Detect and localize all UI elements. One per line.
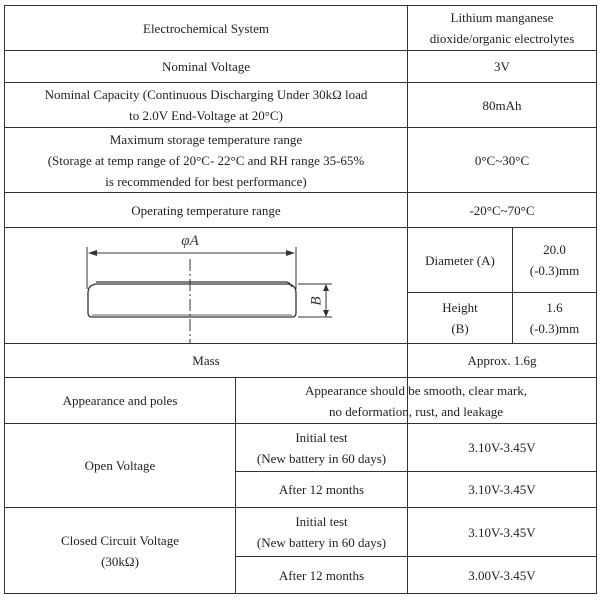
label-line: is recommended for best performance) — [105, 173, 307, 189]
height-label — [408, 293, 512, 343]
label-line: Height — [442, 300, 478, 315]
open-voltage-after-value: 3.10V-3.45V — [468, 482, 536, 497]
electrochemical-system-value — [408, 6, 596, 50]
value-line: Appearance should be smooth, clear mark, — [304, 382, 527, 398]
open-voltage-after-label: After 12 months — [278, 482, 365, 497]
label-line: (Storage at temp range of 20°C- 22°C and RH range 35-65% — [47, 152, 365, 168]
diameter-label: Diameter (A) — [425, 252, 495, 268]
diameter-symbol-label: φA — [181, 233, 199, 249]
closed-circuit-after-label: After 12 months — [278, 567, 365, 583]
value-line: (-0.3)mm — [529, 321, 580, 336]
height-symbol-label: B — [308, 296, 325, 306]
nominal-voltage-label: Nominal Voltage — [162, 59, 250, 74]
label-line: Maximum storage temperature range — [109, 131, 303, 147]
label-line: Initial test — [295, 429, 348, 445]
operating-temperature-value: -20°C~70°C — [469, 202, 535, 218]
rule — [596, 5, 597, 594]
open-voltage-initial-value: 3.10V-3.45V — [468, 440, 536, 455]
label-line: (30kΩ) — [101, 553, 139, 569]
mass-label: Mass — [192, 353, 220, 368]
value-line: dioxide/organic electrolytes — [429, 31, 575, 46]
storage-temperature-label — [5, 128, 407, 192]
label-line: Closed Circuit Voltage — [61, 532, 179, 548]
operating-temperature-label: Operating temperature range — [131, 202, 281, 218]
value-line: 20.0 — [543, 242, 566, 257]
diameter-value — [513, 228, 596, 292]
battery-dimension-drawing — [4, 227, 406, 343]
storage-temperature-value: 0°C~30°C — [474, 152, 530, 168]
electrochemical-system-label: Electrochemical System — [143, 20, 269, 36]
open-voltage-label: Open Voltage — [84, 458, 156, 473]
value-line: Lithium manganese — [450, 10, 554, 25]
value-line: (-0.3)mm — [529, 263, 580, 278]
open-voltage-initial-label — [236, 424, 407, 471]
label-line: (B) — [451, 321, 469, 336]
label-line: (New battery in 60 days) — [256, 450, 387, 466]
nominal-voltage-value: 3V — [494, 59, 510, 74]
nominal-capacity-label — [5, 83, 407, 127]
height-value — [513, 293, 596, 343]
appearance-value — [236, 378, 596, 423]
closed-circuit-voltage-label — [5, 508, 235, 593]
closed-circuit-initial-label — [236, 508, 407, 556]
closed-circuit-initial-value: 3.10V-3.45V — [468, 524, 536, 540]
label-line: (New battery in 60 days) — [256, 535, 387, 550]
appearance-label: Appearance and poles — [62, 393, 178, 408]
mass-value: Approx. 1.6g — [467, 353, 537, 368]
label-line: to 2.0V End-Voltage at 20°C) — [129, 108, 283, 123]
label-line: Nominal Capacity (Continuous Discharging Under 30kΩ load — [44, 87, 368, 102]
value-line: no deformation, rust, and leakage — [329, 403, 503, 419]
closed-circuit-after-value: 3.00V-3.45V — [468, 567, 536, 583]
label-line: Initial test — [295, 514, 348, 529]
value-line: 1.6 — [546, 300, 563, 315]
nominal-capacity-value: 80mAh — [482, 97, 522, 113]
rule — [4, 593, 597, 594]
